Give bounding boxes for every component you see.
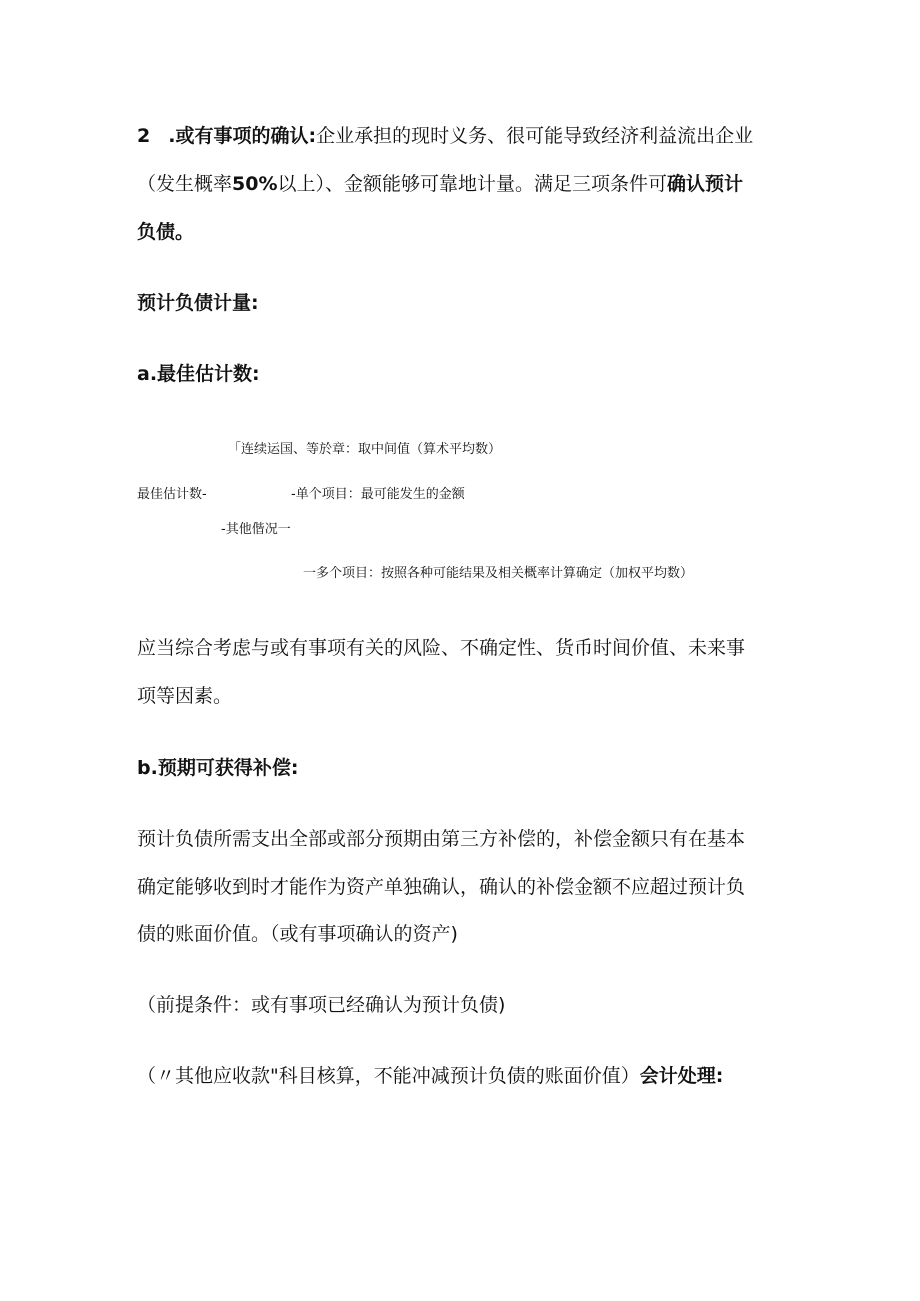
section-heading: .或有事项的确认:: [168, 125, 317, 147]
section2-line3: 负债。: [137, 221, 195, 243]
premise-note: （前提条件：或有事项已经确认为预计负债): [137, 994, 506, 1016]
section-number: 2: [137, 125, 151, 147]
diagram-root-label: 最佳估计数-: [137, 487, 207, 502]
probability-value: 50%: [232, 173, 278, 195]
best-estimate-heading: a.最佳估计数:: [137, 363, 260, 385]
diagram-multiple-items: 一多个项目：按照各种可能结果及相关概率计算确定（加权平均数）: [303, 566, 694, 581]
best-estimate-para-line2: 项等因素。: [137, 685, 233, 707]
measurement-heading: 预计负债计量:: [137, 292, 259, 314]
accounting-text: （〃其他应收款"科目核算，不能冲减预计负债的账面价值）: [137, 1065, 640, 1087]
compensation-heading: b.预期可获得补偿:: [137, 757, 299, 779]
diagram-single-item: -单个项目：最可能发生的金额: [291, 487, 465, 502]
section2-text: 企业承担的现时义务、很可能导致经济利益流出企业: [316, 125, 754, 147]
compensation-para-line2: 确定能够收到时才能作为资产单独确认，确认的补偿金额不应超过预计负: [137, 876, 746, 898]
compensation-para-line3: 债的账面价值。（或有事项确认的资产): [137, 923, 458, 945]
section2-line2: （发生概率50%以上）、金额能够可靠地计量。满足三项条件可确认预计: [137, 173, 744, 195]
diagram-other-case: -其他偕况一: [221, 522, 291, 537]
accounting-heading: 会计处理:: [639, 1065, 724, 1087]
accounting-note: [137, 1064, 723, 1088]
emphasis-text: 确认预计: [667, 173, 744, 195]
section2-line1: [137, 124, 753, 148]
best-estimate-para-line1: 应当综合考虑与或有事项有关的风险、不确定性、货币时间价值、未来事: [137, 637, 746, 659]
compensation-para-line1: 预计负债所需支出全部或部分预期由第三方补偿的，补偿金额只有在基本: [137, 828, 746, 850]
diagram-continuous-range: 「连续运国、等於章：取中间值（算术平均数）: [228, 442, 502, 457]
